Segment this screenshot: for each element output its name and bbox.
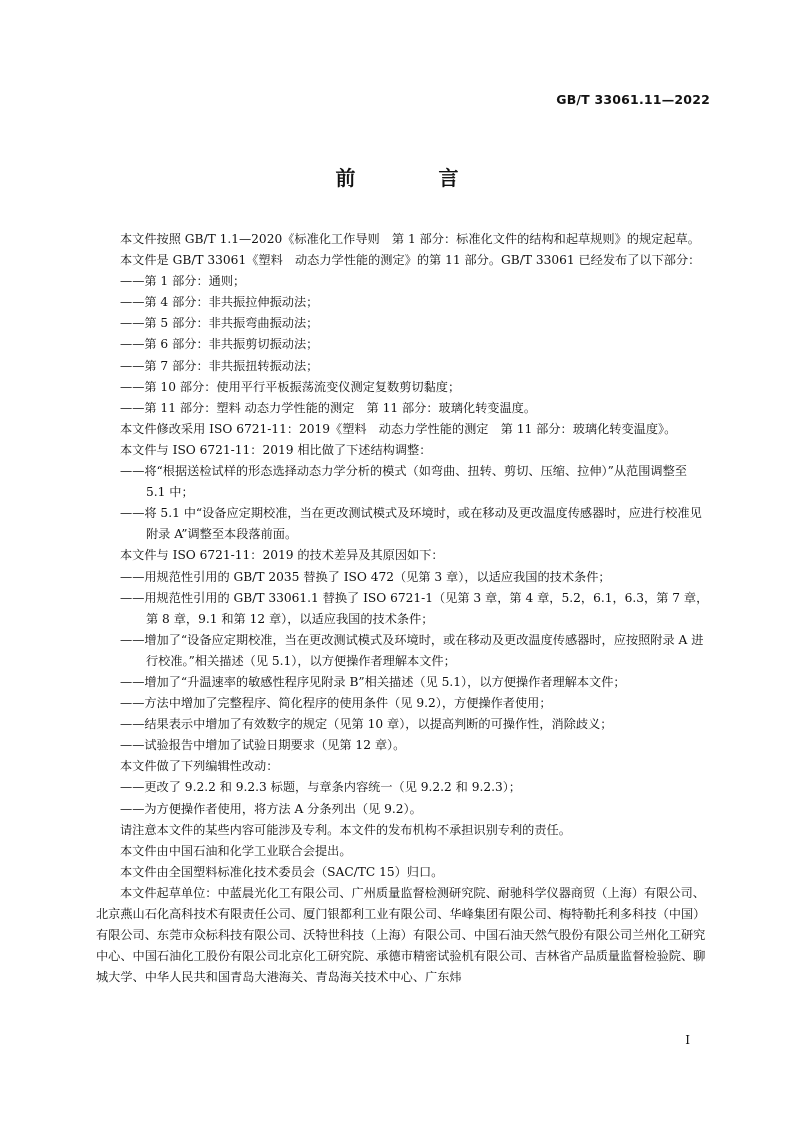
document-body [96, 229, 710, 988]
list-item: ——第 11 部分：塑料 动态力学性能的测定 第 11 部分：玻璃化转变温度。 [120, 400, 537, 415]
standard-number: GB/T 33061.11—2022 [556, 92, 710, 107]
list-item: ——第 10 部分：使用平行平板振荡流变仪测定复数剪切黏度； [120, 379, 461, 394]
list-item: ——增加了“升温速率的敏感性程序见附录 B”相关描述（见 5.1），以方便操作者理解本文件； [120, 674, 626, 689]
page-folio: I [685, 1033, 690, 1047]
list-item: ——增加了“设备应定期校准，当在更改测试模式及环境时，或在移动及更改温度传感器时，应按照附录 A 进行校准。”相关描述（见 5.1），以方便操作者理解本文件； [120, 632, 704, 668]
paragraph: 本文件修改采用 ISO 6721-11：2019《塑料 动态力学性能的测定 第 11 部分：玻璃化转变温度》。 [120, 421, 677, 436]
paragraph: 本文件做了下列编辑性改动： [120, 759, 279, 774]
list-item: ——第 1 部分：通则； [120, 274, 246, 289]
paragraph: 本文件由中国石油和化学工业联合会提出。 [120, 843, 352, 858]
list-item: ——为方便操作者使用，将方法 A 分条列出（见 9.2）。 [120, 801, 422, 816]
paragraph: 本文件与 ISO 6721-11：2019 的技术差异及其原因如下： [120, 548, 444, 563]
list-item: ——用规范性引用的 GB/T 2035 替换了 ISO 472（见第 3 章），以适应我国的技术条件； [120, 569, 611, 584]
list-item: ——更改了 9.2.2 和 9.2.3 标题，与章条内容统一（见 9.2.2 和 9.2.3）； [120, 780, 521, 795]
list-item: ——将“根据送检试样的形态选择动态力学分析的模式（如弯曲、扭转、剪切、压缩、拉伸）”从范围调整至 5.1 中； [120, 464, 687, 500]
list-item: ——用规范性引用的 GB/T 33061.1 替换了 ISO 6721-1（见第 3 章，第 4 章，5.2，6.1，6.3，第 7 章，第 8 章，9.1 和第 12 章），以适应我国的技术条件； [120, 590, 709, 626]
list-item: ——第 4 部分：非共振拉伸振动法； [120, 295, 319, 310]
list-item: ——第 6 部分：非共振剪切振动法； [120, 337, 319, 352]
page-title: 前 言 [335, 166, 497, 190]
paragraph: 本文件与 ISO 6721-11：2019 相比做了下述结构调整： [120, 442, 432, 457]
list-item: ——将 5.1 中“设备应定期校准，当在更改测试模式及环境时，或在移动及更改温度传感器时，应进行校准见附录 A”调整至本段落前面。 [120, 506, 702, 542]
paragraph: 请注意本文件的某些内容可能涉及专利。本文件的发布机构不承担识别专利的责任。 [120, 822, 571, 837]
list-item: ——试验报告中增加了试验日期要求（见第 12 章）。 [120, 738, 406, 753]
list-item: ——第 5 部分：非共振弯曲振动法； [120, 316, 319, 331]
list-item: ——第 7 部分：非共振扭转振动法； [120, 358, 319, 373]
paragraph: 本文件按照 GB/T 1.1—2020《标准化工作导则 第 1 部分：标准化文件的结构和起草规则》的规定起草。 [120, 232, 700, 246]
paragraph: 本文件起草单位：中蓝晨光化工有限公司、广州质量监督检测研究院、耐驰科学仪器商贸（上海）有限公司、北京燕山石化高科技术有限责任公司、厦门银都利工业有限公司、华峰集团有限公司、梅特勒托利多科技（中国）有限公司、东莞市众标科技有限公司、沃特世科技（上海）有限公司、中国石油天然气股份有限公司兰州化工研究中心、中国石油化工股份有限公司北京化工研究院、承德市精密试验机有限公司、吉林省产品质量监督检验院、聊城大学、中华人民共和国青岛大港海关、青岛海关技术中心、广东炜 [96, 885, 706, 985]
list-item: ——方法中增加了完整程序、简化程序的使用条件（见 9.2），方便操作者使用； [120, 696, 552, 711]
list-item: ——结果表示中增加了有效数字的规定（见第 10 章），以提高判断的可操作性，消除歧义； [120, 717, 613, 732]
paragraph: 本文件是 GB/T 33061《塑料 动态力学性能的测定》的第 11 部分。GB/T 33061 已经发布了以下部分： [120, 253, 701, 268]
paragraph: 本文件由全国塑料标准化技术委员会（SAC/TC 15）归口。 [120, 864, 444, 879]
